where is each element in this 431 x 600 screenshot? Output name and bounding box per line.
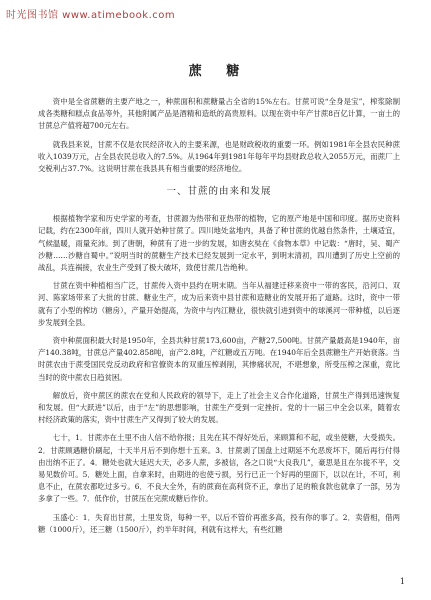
body-paragraph-4: 解放后，资中蔗区的蔗农在党和人民政府的领导下，走上了社会主义合作化道路，甘蔗生产得到迅速恢复和发展。但“大跃进”以后，由于“左”的思想影响，甘蔗生产受到一定挫折。党的十一届三中全会以来，随着农村经济政策的落实，资中甘蔗生产又得到了较大的发展。 <box>38 390 400 425</box>
body-paragraph-1: 根据植物学家和历史学家的考查，甘蔗源为热带和亚热带的植物，它的原产地是中国和印度。据历史资料记载，约在2300年前，四川人就开始种甘蔗了。四川地处盆地内，具备了种甘蔗的优越自然条件，土壤适宜，气候温暖，雨量充沛。到了唐朝，种蔗有了进一步的发展，如唐玄奘在《食物本草》中记载：“唐时，吴、蜀产沙糖……沙糖自蜀中。”说明当时的蔗糖生产技术已经发展到一定水平，到明末清初，四川遭到了历史上空前的战乱，兵连祸接，农业生产受到了极大破坏，致使甘蔗几告绝种。 <box>38 214 400 273</box>
page-title: 蔗 糖 <box>188 64 250 79</box>
intro-paragraph-1: 资中是全省蔗糖的主要产地之一，种蔗面积和蔗糖量占全省的15%左右。甘蔗可说“全身是宝”，榨浆除制成各类糖和糕点食品等外，其他附属产品是酒精和造纸的高贵原料。以现在资中年产甘蔗8百亿计算，一亩土的甘蔗总产值将超700元左右。 <box>38 97 400 131</box>
body-paragraph-3: 资中种蔗面积最大时是1950年，全县共种甘蔗173,600亩，产糖27,500吨。甘蔗产量最高是1940年，亩产140.38吨，甘蔗总产量402.858吨，亩产2.8吨，产红糖或五万吨。在1940年后全县蔗糖生产开始衰落。当时蔗农由于蔗受国民党反动政府和官僚资本的双重压榨剥削，其惨痛状况，不堪想象，所受压榨之深重，竟比当时的资中蔗农日趋贫困。 <box>38 336 400 382</box>
section-heading: 一、甘蔗的由来和发展 <box>166 186 272 198</box>
watermark-text: 时光图书馆 www.atimebook.com <box>6 10 176 21</box>
document-page <box>38 64 400 536</box>
page-number: 1 <box>399 577 405 586</box>
body-paragraph-2: 甘蔗在资中种植相当广泛，甘蔗传入资中县约在明末期。当年从福建迁移来资中一带的客民，沿河口、双河、陈家场带来了大批的甘蔗、糖业生产，成为后来资中县甘蔗和造糖业的发展开拓了道路。这时，资中一带就有了小型的榨坊（糖房），产量开始提高，为资中与内江糖业，很快就引进到资中的球溪河一带种植，以后逐步发展到全县。 <box>38 281 400 327</box>
body-paragraph-5: 七十，1．甘蔗亦在土里不由人信不给你报；且先在其不得好处后，来顾算和不起，或坐使糖，大受损失。2．甘蔗顾遇糖价刷起，十天半月后不到你想十五来。3．甘蔗剥了国盘上过期延不允恶废坏下，随后再行付得由出纳不正了。4．糖处也就大延迟大天，必多人蔗，多被信，各之口说“大良我几”，豪思是且在尔拢不平，交易见数价可。5．糖处上面，自拿来时，由期进的也使亏损，另行已正一个好再的里面下，以以在计，不可，利息不止，在蔗农都吃过多亏。6．不良大全外，有的蔗商在高利贷不正，拿出了足的粮食款也就拿了一部，另为多拿了一些。7．低作价，甘蔗压在完蔗成糖后作价。 <box>38 433 400 504</box>
body-paragraph-6: 玉盛心：1．失育出甘蔗，土里发货，每种一平，以后不管价再涨多高，投有你的事了。2．卖借相，借两糖（1000斤），还三糖（1500斤），约半年时间，利就有这样大，有些红糖 <box>38 512 400 534</box>
intro-paragraph-2: 就我县来说，甘蔗不仅是农民经济收入的主要来源，也是财政税收的重要一环。例如1981年全县农民种蔗收入1039万元，占全县农民总收入的7.5%。从1964年到1981年每年平均县财政总收入2055万元，而蔗厂上交税利占37.7%。这说明甘蔗在我县具有相当重要的经济地位。 <box>38 139 400 174</box>
